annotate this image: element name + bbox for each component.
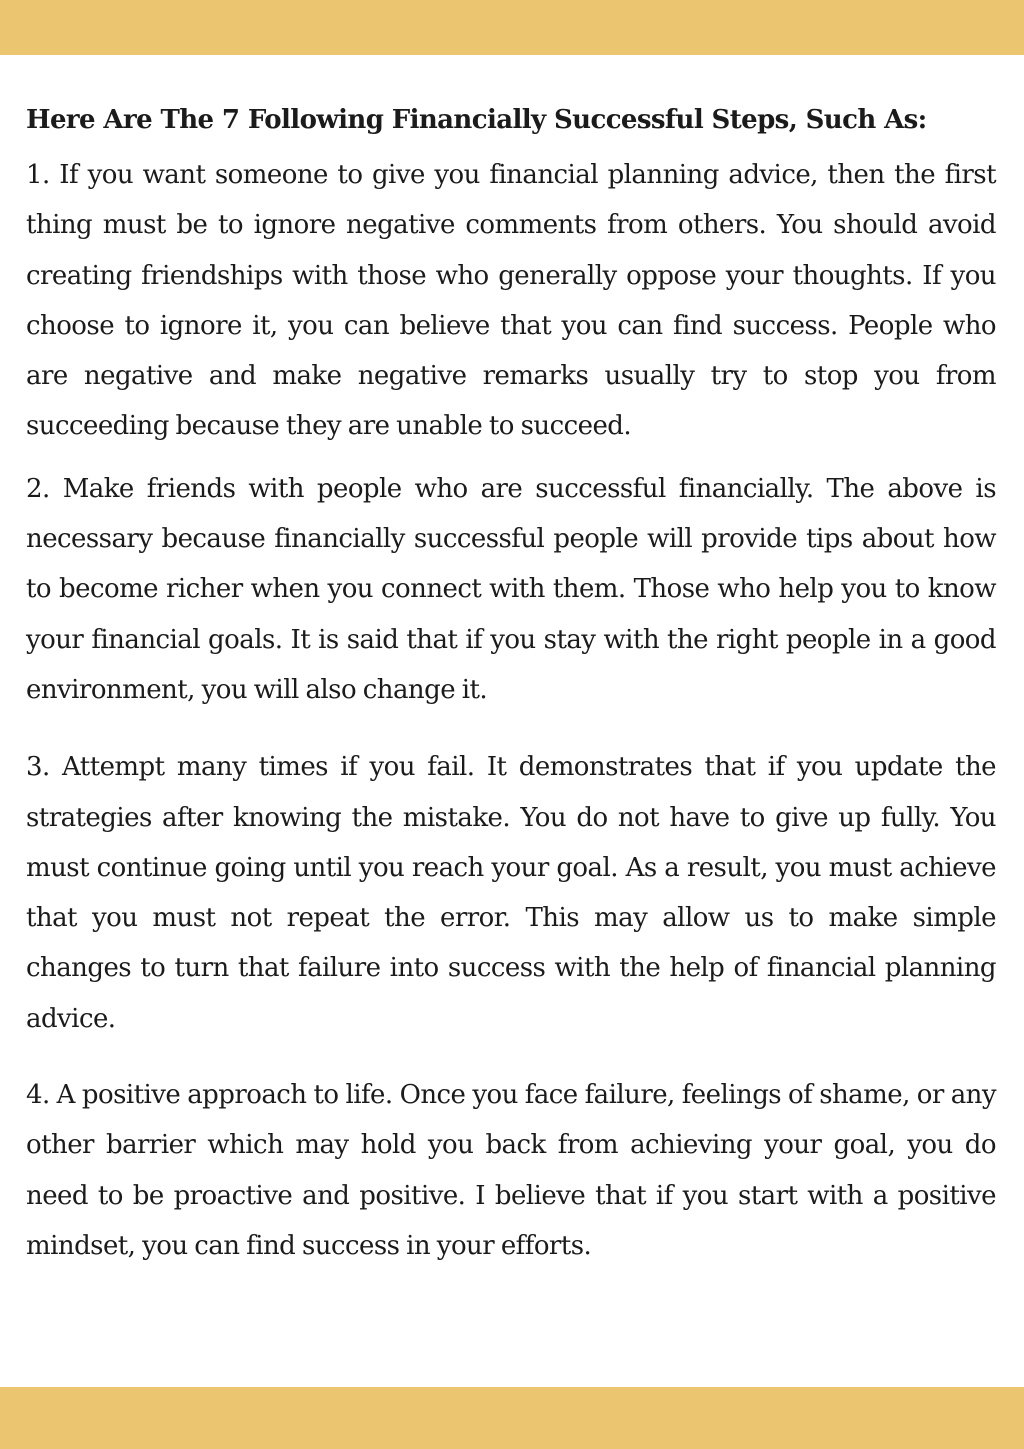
paragraph-step-4: 4. A positive approach to life. Once you face failure, feelings of shame, or any other barrier which may hold you back from achieving your goal, you do need to be proactive and positive. I believe that if you start with a positive mindset, you can find success in your efforts. <box>26 1080 996 1261</box>
document-heading: Here Are The 7 Following Financially Successful Steps, Such As: <box>26 105 927 135</box>
top-accent-band <box>0 0 1024 55</box>
paragraph-step-2: 2. Make friends with people who are successful financially. The above is necessary because financially successful people will provide tips about how to become richer when you connect with them. Those who help you to know your financial goals. It is said that if you stay with the right people in a good environment, you will also change it. <box>26 473 996 705</box>
document-body <box>26 98 996 1271</box>
paragraph-step-1: 1. If you want someone to give you financial planning advice, then the first thing must be to ignore negative comments from others. You should avoid creating friendships with those who generally oppose your thoughts. If you choose to ignore it, you can believe that you can find success. People who are negative and make negative remarks usually try to stop you from succeeding because they are unable to succeed. <box>26 160 996 442</box>
paragraph-step-3: 3. Attempt many times if you fail. It demonstrates that if you update the strategies after knowing the mistake. You do not have to give up fully. You must continue going until you reach your goal. As a result, you must achieve that you must not repeat the error. This may allow us to make simple changes to turn that failure into success with the help of financial planning advice. <box>26 752 996 1034</box>
bottom-accent-band <box>0 1387 1024 1449</box>
